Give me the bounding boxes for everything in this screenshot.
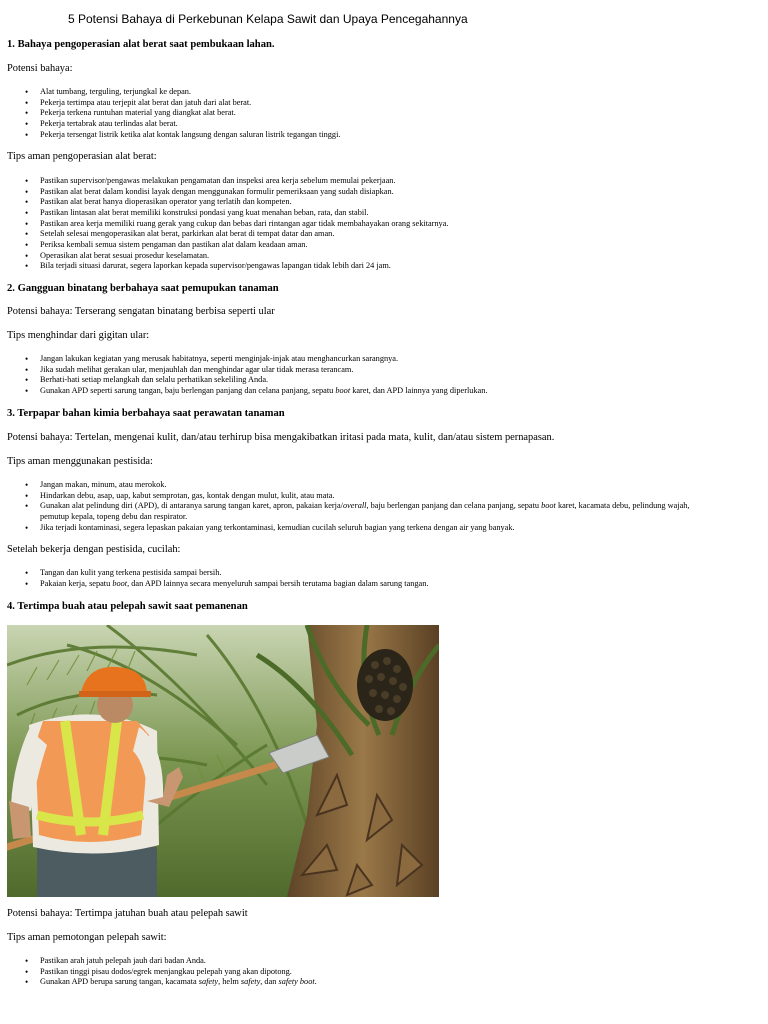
list-item: • Pastikan lintasan alat berat memiliki konstruksi pondasi yang kuat menahan beban, rata, dan stabil. bbox=[0, 208, 760, 219]
list-item: • Bila terjadi situasi darurat, segera laporkan kepada supervisor/pengawas lapangan tidak lebih dari 24 jam. bbox=[0, 261, 760, 272]
list-item: • Pastikan area kerja memiliki ruang gerak yang cukup dan bebas dari rintangan agar tidak membahayakan orang sekitarnya. bbox=[0, 219, 760, 230]
list-item: • Periksa kembali semua sistem pengaman dan pastikan alat dalam keadaan aman. bbox=[0, 240, 760, 251]
section-3-heading: 3. Terpapar bahan kimia berbahaya saat perawatan tanaman bbox=[7, 408, 285, 419]
section-1-potensi-label: Potensi bahaya: bbox=[7, 63, 73, 74]
list-item: • Pekerja terkena runtuhan material yang diangkat alat berat. bbox=[0, 108, 760, 119]
section-3-potensi: Potensi bahaya: Tertelan, mengenai kulit, dan/atau terhirup bisa mengakibatkan iritasi pada mata, kulit, dan/atau sistem pernapasan. bbox=[7, 432, 555, 443]
section-2-tips-list bbox=[0, 354, 760, 397]
section-2-tips-label: Tips menghindar dari gigitan ular: bbox=[7, 330, 150, 341]
list-item: • Gunakan alat pelindung diri (APD), di antaranya sarung tangan karet, apron, pakaian kerja/overall, baju berlengan panjang dan celana panjang, sepatu boot karet, kacamata debu, pelindung wajah, pemutup kepala, topeng debu dan respirator. bbox=[0, 501, 760, 522]
fruit-bunch bbox=[357, 649, 413, 721]
section-4-tips-label: Tips aman pemotongan pelepah sawit: bbox=[7, 932, 167, 943]
section-3-tips-list bbox=[0, 480, 760, 533]
list-item: • Jika terjadi kontaminasi, segera lepaskan pakaian yang terkontaminasi, kemudian cucilah seluruh bagian yang terkena dengan air yang banyak. bbox=[0, 523, 760, 534]
list-item: • Pastikan arah jatuh pelepah jauh dari badan Anda. bbox=[0, 956, 760, 967]
list-item: • Setelah selesai mengoperasikan alat berat, parkirkan alat berat di tempat datar dan aman. bbox=[0, 229, 760, 240]
section-1-potensi-list bbox=[0, 87, 760, 140]
section-3-tips-label: Tips aman menggunakan pestisida: bbox=[7, 456, 153, 467]
list-item: • Pastikan alat berat hanya dioperasikan operator yang terlatih dan kompeten. bbox=[0, 197, 760, 208]
list-item: • Pakaian kerja, sepatu boot, dan APD lainnya secara menyeluruh sampai bersih terutama bagian dalam sarung tangan. bbox=[0, 579, 760, 590]
list-item: • Berhati-hati setiap melangkah dan selalu perhatikan sekeliling Anda. bbox=[0, 375, 760, 386]
list-item: • Operasikan alat berat sesuai prosedur keselamatan. bbox=[0, 251, 760, 262]
section-1-tips-label: Tips aman pengoperasian alat berat: bbox=[7, 151, 157, 162]
section-4-heading: 4. Tertimpa buah atau pelepah sawit saat pemanenan bbox=[7, 601, 248, 612]
section-2-potensi: Potensi bahaya: Terserang sengatan binatang berbisa seperti ular bbox=[7, 306, 275, 317]
harvest-photo bbox=[7, 625, 439, 897]
section-3-after-list bbox=[0, 568, 760, 589]
list-item: • Pekerja tersengat listrik ketika alat kontak langsung dengan saluran listrik tegangan tinggi. bbox=[0, 130, 760, 141]
section-2-heading: 2. Gangguan binatang berbahaya saat pemupukan tanaman bbox=[7, 283, 279, 294]
list-item: • Pastikan alat berat dalam kondisi layak dengan menggunakan formulir pemeriksaan yang sudah disiapkan. bbox=[0, 187, 760, 198]
list-item: • Pastikan tinggi pisau dodos/egrek menjangkau pelepah yang akan dipotong. bbox=[0, 967, 760, 978]
list-item: • Jangan lakukan kegiatan yang merusak habitatnya, seperti menginjak-injak atau menghancurkan sarangnya. bbox=[0, 354, 760, 365]
list-item: • Jika sudah melihat gerakan ular, menjauhlah dan menghindar agar ular tidak merasa terancam. bbox=[0, 365, 760, 376]
list-item: • Pekerja tertabrak atau terlindas alat berat. bbox=[0, 119, 760, 130]
section-4-potensi: Potensi bahaya: Tertimpa jatuhan buah atau pelepah sawit bbox=[7, 908, 248, 919]
document-title: 5 Potensi Bahaya di Perkebunan Kelapa Sawit dan Upaya Pencegahannya bbox=[68, 12, 468, 26]
list-item: • Jangan makan, minum, atau merokok. bbox=[0, 480, 760, 491]
list-item: • Pastikan supervisor/pengawas melakukan pengamatan dan inspeksi area kerja sebelum memulai pekerjaan. bbox=[0, 176, 760, 187]
section-4-tips-list bbox=[0, 956, 760, 988]
list-item: • Alat tumbang, terguling, terjungkal ke depan. bbox=[0, 87, 760, 98]
list-item: • Tangan dan kulit yang terkena pestisida sampai bersih. bbox=[0, 568, 760, 579]
list-item: • Hindarkan debu, asap, uap, kabut semprotan, gas, kontak dengan mulut, kulit, atau mata. bbox=[0, 491, 760, 502]
section-1-tips-list bbox=[0, 176, 760, 272]
list-item: • Pekerja tertimpa atau terjepit alat berat dan jatuh dari alat berat. bbox=[0, 98, 760, 109]
section-1-heading: 1. Bahaya pengoperasian alat berat saat pembukaan lahan. bbox=[7, 39, 275, 50]
section-3-after-label: Setelah bekerja dengan pestisida, cucilah: bbox=[7, 544, 181, 555]
list-item: • Gunakan APD seperti sarung tangan, baju berlengan panjang dan celana panjang, sepatu boot karet, dan APD lainnya yang diperlukan. bbox=[0, 386, 760, 397]
list-item: • Gunakan APD berupa sarung tangan, kacamata safety, helm safety, dan safety boot. bbox=[0, 977, 760, 988]
